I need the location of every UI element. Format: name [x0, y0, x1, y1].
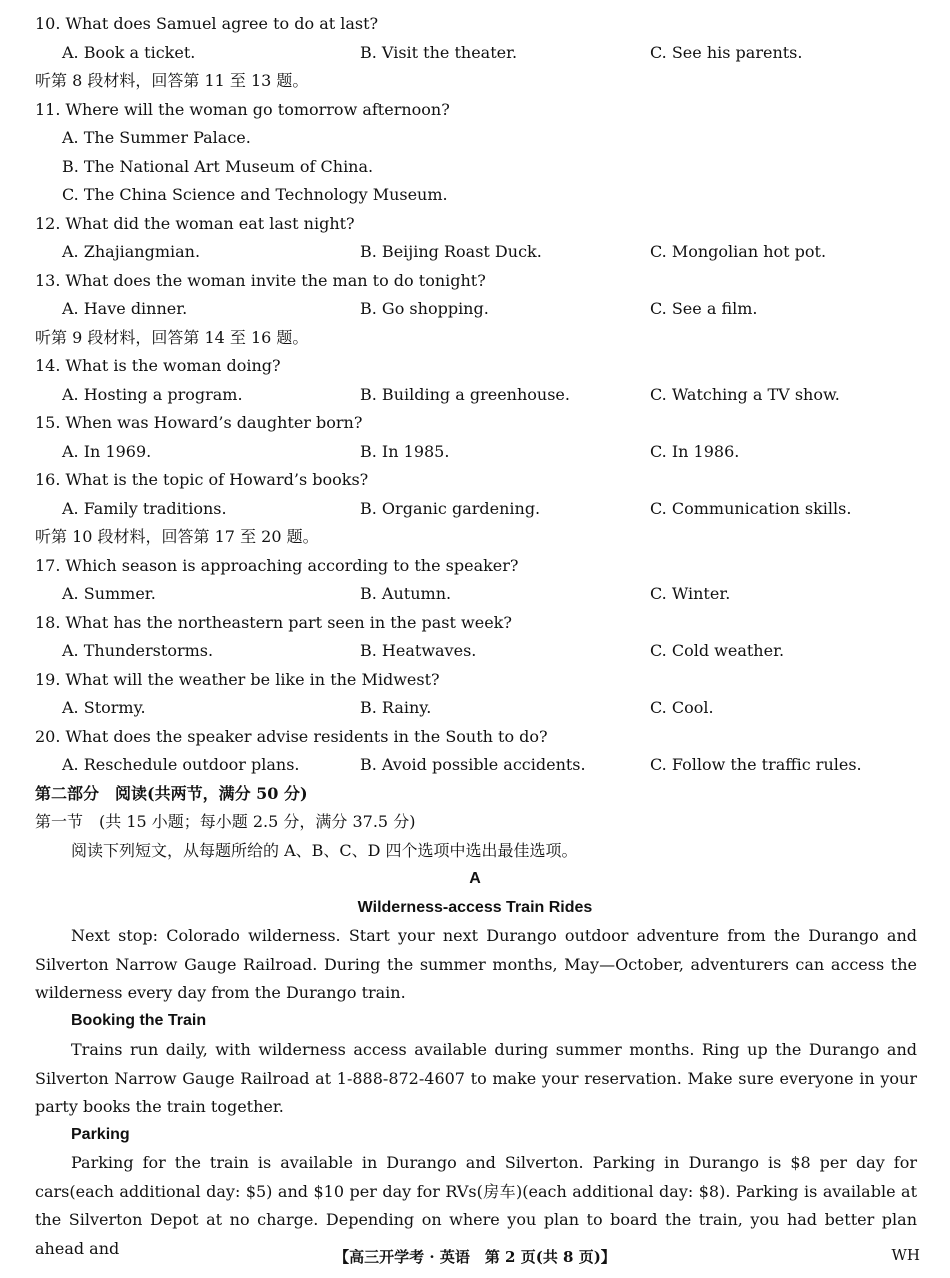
- q10-stem: 10. What does Samuel agree to do at last?: [35, 14, 379, 33]
- paragraph-booking: Trains run daily, with wilderness access available during summer months. Ring up the Durango and Silverton Narrow Gauge Railroad at 1-888-872-4607 to make your reservation. Make sure everyone in your party books the train together.: [35, 1040, 917, 1116]
- passage-title: Wilderness-access Train Rides: [357, 899, 593, 916]
- q15-option-c: C. In 1986.: [650, 442, 740, 461]
- q14-option-c: C. Watching a TV show.: [650, 385, 840, 404]
- q16-stem: 16. What is the topic of Howard’s books?: [35, 470, 369, 489]
- q10-option-a: A. Book a ticket.: [62, 43, 196, 62]
- q17-stem: 17. Which season is approaching according to the speaker?: [35, 556, 519, 575]
- q13-option-c: C. See a film.: [650, 299, 758, 318]
- passage-letter: A: [469, 870, 481, 887]
- q15-stem: 15. When was Howard’s daughter born?: [35, 413, 363, 432]
- part2-heading: 第二部分 阅读(共两节，满分 50 分): [35, 784, 308, 803]
- q17-option-a: A. Summer.: [62, 584, 156, 603]
- page-footer: 【高三开学考 · 英语 第 2 页(共 8 页)】: [334, 1248, 616, 1266]
- q18-option-b: B. Heatwaves.: [360, 641, 477, 660]
- q11-option-c: C. The China Science and Technology Museum.: [62, 185, 448, 204]
- q11-option-a: A. The Summer Palace.: [62, 128, 251, 147]
- q16-option-a: A. Family traditions.: [62, 499, 227, 518]
- q20-stem: 20. What does the speaker advise residents in the South to do?: [35, 727, 548, 746]
- paragraph-parking: Parking for the train is available in Durango and Silverton. Parking in Durango is $8 per day for cars(each additional day: $5) and $10 per day for RVs(房车)(each additional day: $8). Parking is available at the Silverton Depot at no charge. Depending on where you plan to board the train, you had better plan ahead and: [35, 1153, 917, 1258]
- q14-option-b: B. Building a greenhouse.: [360, 385, 570, 404]
- footer-code: WH: [891, 1246, 920, 1264]
- q14-option-a: A. Hosting a program.: [62, 385, 243, 404]
- section10-instruction: 听第 10 段材料，回答第 17 至 20 题。: [35, 527, 319, 546]
- q18-option-a: A. Thunderstorms.: [62, 641, 214, 660]
- section9-instruction: 听第 9 段材料，回答第 14 至 16 题。: [35, 328, 309, 347]
- paragraph-intro: Next stop: Colorado wilderness. Start your next Durango outdoor adventure from the Durango and Silverton Narrow Gauge Railroad. During the summer months, May—October, adventurers can access the wilderness every day from the Durango train.: [35, 926, 917, 1002]
- q15-option-a: A. In 1969.: [62, 442, 152, 461]
- q19-stem: 19. What will the weather be like in the Midwest?: [35, 670, 440, 689]
- q15-option-b: B. In 1985.: [360, 442, 450, 461]
- q12-option-c: C. Mongolian hot pot.: [650, 242, 827, 261]
- q16-option-b: B. Organic gardening.: [360, 499, 541, 518]
- section8-instruction: 听第 8 段材料，回答第 11 至 13 题。: [35, 71, 309, 90]
- subheading-parking: Parking: [71, 1126, 130, 1143]
- q20-option-c: C. Follow the traffic rules.: [650, 755, 862, 774]
- q17-option-b: B. Autumn.: [360, 584, 452, 603]
- q17-option-c: C. Winter.: [650, 584, 731, 603]
- q11-stem: 11. Where will the woman go tomorrow afternoon?: [35, 100, 450, 119]
- q12-stem: 12. What did the woman eat last night?: [35, 214, 355, 233]
- subheading-booking: Booking the Train: [71, 1012, 207, 1029]
- reading-instruction: 阅读下列短文，从每题所给的 A、B、C、D 四个选项中选出最佳选项。: [71, 841, 578, 860]
- q18-option-c: C. Cold weather.: [650, 641, 785, 660]
- q14-stem: 14. What is the woman doing?: [35, 356, 281, 375]
- q11-option-b: B. The National Art Museum of China.: [62, 157, 374, 176]
- q12-option-a: A. Zhajiangmian.: [62, 242, 201, 261]
- q16-option-c: C. Communication skills.: [650, 499, 852, 518]
- q13-stem: 13. What does the woman invite the man to do tonight?: [35, 271, 486, 290]
- q19-option-c: C. Cool.: [650, 698, 714, 717]
- q19-option-b: B. Rainy.: [360, 698, 432, 717]
- q13-option-a: A. Have dinner.: [62, 299, 188, 318]
- q12-option-b: B. Beijing Roast Duck.: [360, 242, 542, 261]
- q13-option-b: B. Go shopping.: [360, 299, 489, 318]
- q19-option-a: A. Stormy.: [62, 698, 146, 717]
- q18-stem: 18. What has the northeastern part seen in the past week?: [35, 613, 512, 632]
- q10-option-b: B. Visit the theater.: [360, 43, 518, 62]
- q20-option-a: A. Reschedule outdoor plans.: [62, 755, 300, 774]
- q10-option-c: C. See his parents.: [650, 43, 803, 62]
- q20-option-b: B. Avoid possible accidents.: [360, 755, 586, 774]
- section1-heading: 第一节 (共 15 小题；每小题 2.5 分，满分 37.5 分): [35, 812, 416, 831]
